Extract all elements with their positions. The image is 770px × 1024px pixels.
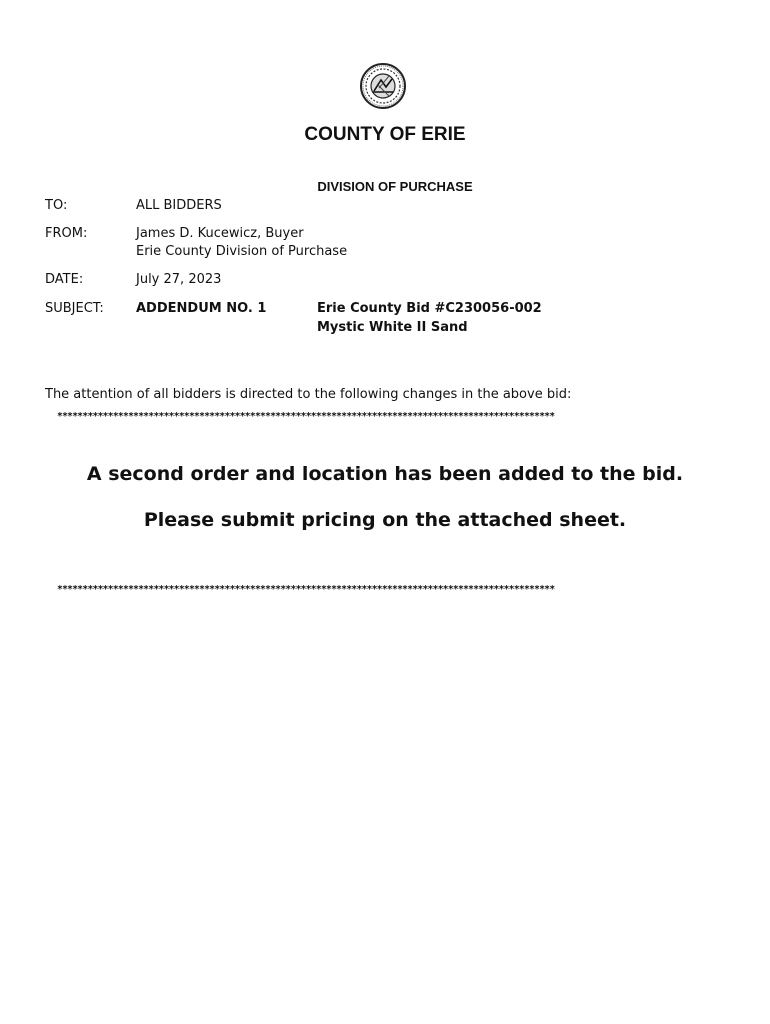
divider-bottom: ************************************************************************************************** bbox=[57, 584, 555, 595]
attention-line: The attention of all bidders is directed to the following changes in the above bid: bbox=[45, 387, 572, 402]
subject-item: Mystic White II Sand bbox=[317, 320, 468, 335]
from-name: James D. Kucewicz, Buyer bbox=[136, 226, 304, 241]
divider-top: ************************************************************************************************** bbox=[57, 411, 555, 422]
subject-addendum: ADDENDUM NO. 1 bbox=[136, 301, 267, 316]
subject-bid-number: Erie County Bid #C230056-002 bbox=[317, 301, 542, 316]
subject-label: SUBJECT: bbox=[45, 301, 104, 316]
from-department: Erie County Division of Purchase bbox=[136, 244, 348, 259]
division-title: DIVISION OF PURCHASE bbox=[317, 179, 473, 194]
from-label: FROM: bbox=[45, 226, 88, 241]
date-label: DATE: bbox=[45, 272, 84, 287]
date-value: July 27, 2023 bbox=[136, 272, 222, 287]
county-title: COUNTY OF ERIE bbox=[304, 124, 466, 145]
notice-line-1: A second order and location has been added to the bid. bbox=[86, 463, 684, 485]
to-label: TO: bbox=[45, 198, 68, 213]
notice-line-2: Please submit pricing on the attached sheet. bbox=[143, 509, 627, 531]
county-seal-icon bbox=[359, 62, 407, 110]
to-value: ALL BIDDERS bbox=[136, 198, 222, 213]
